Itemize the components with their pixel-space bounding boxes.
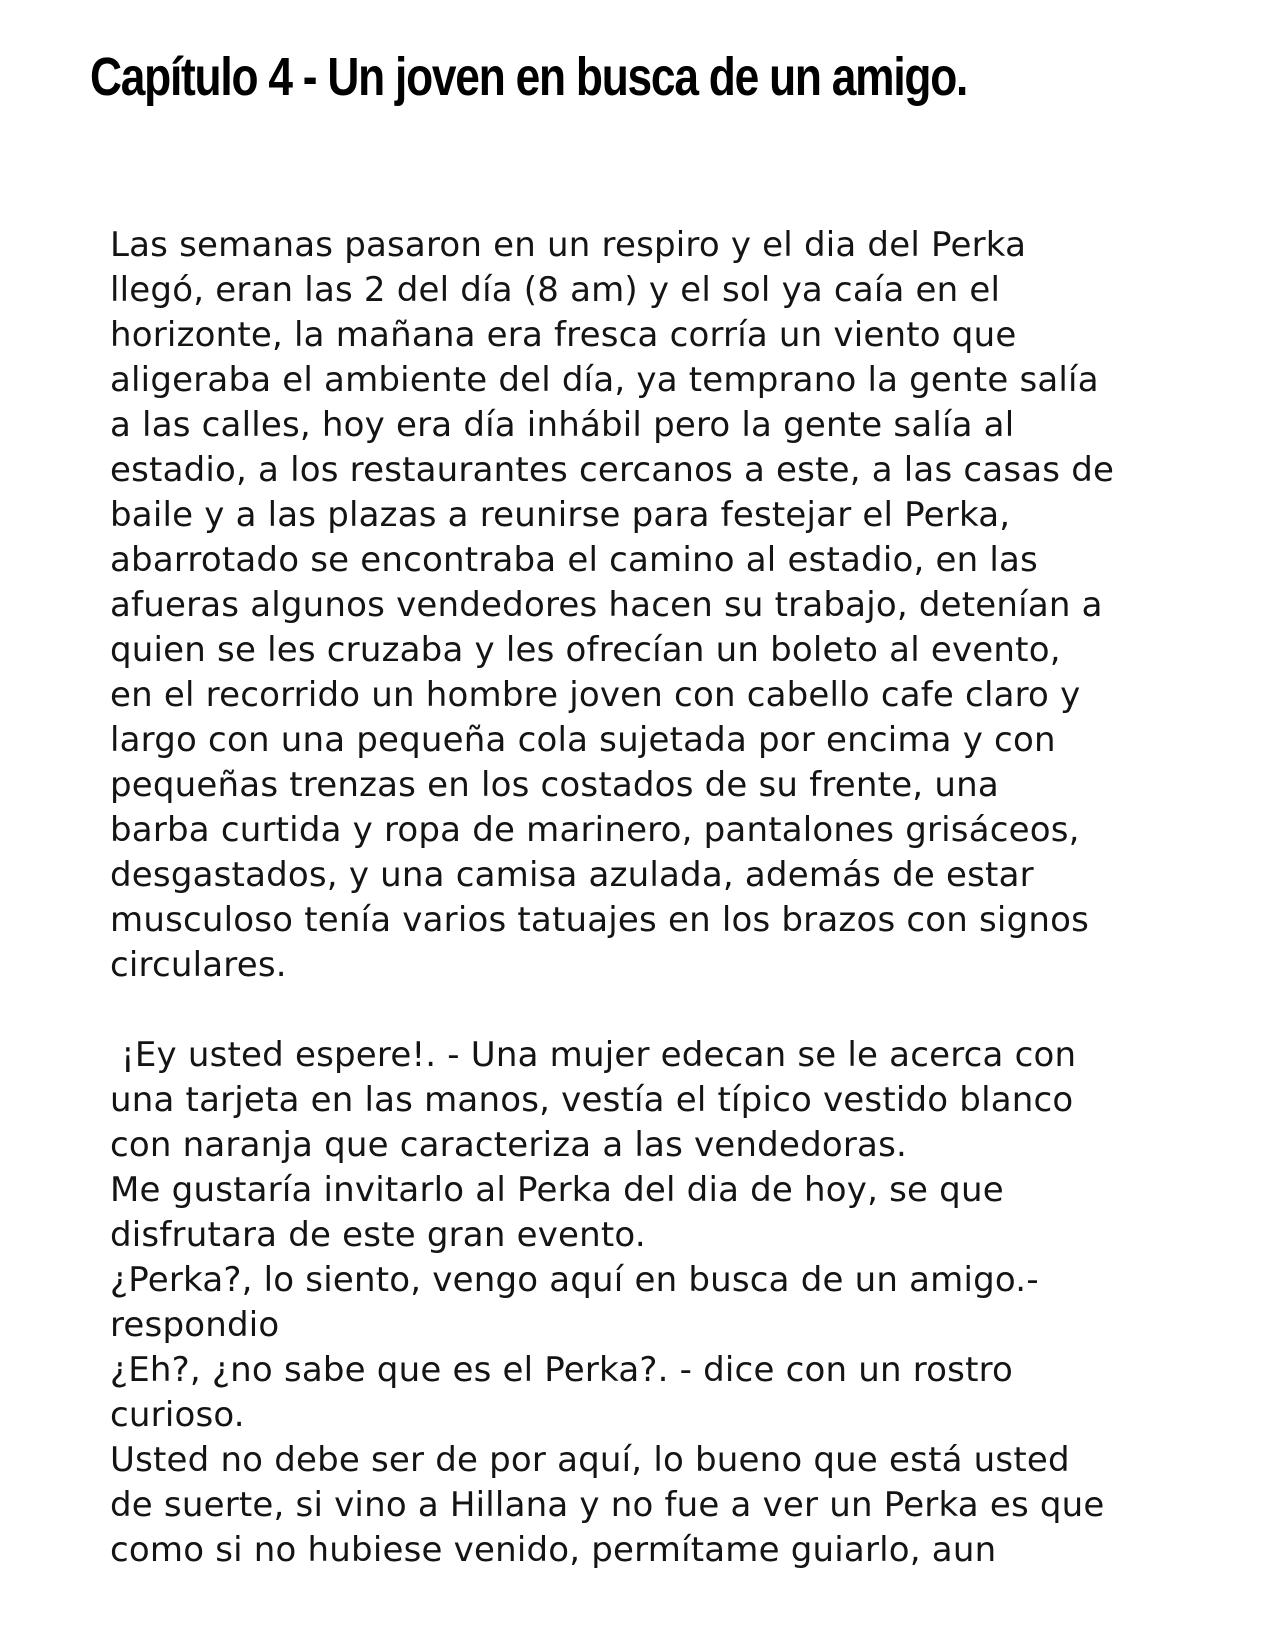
chapter-title: Capítulo 4 - Un joven en busca de un amigo. — [90, 47, 968, 107]
dialogue-paragraph: ¿Perka?, lo siento, vengo aquí en busca de un amigo.- respondio — [110, 1260, 1039, 1345]
dialogue-paragraph: ¿Eh?, ¿no sabe que es el Perka?. - dice con un rostro curioso. — [110, 1350, 1014, 1435]
narrative-paragraph: Las semanas pasaron en un respiro y el dia del Perka llegó, eran las 2 del día (8 am) y el sol ya caía en el horizonte, la mañana era fresca corría un viento que aligeraba el ambiente del día, ya temprano la gente salía a las calles, hoy era día inhábil pero la gente salía al estadio, a los restaurantes cercanos a este, a las casas de baile y a las plazas a reunirse para festejar el Perka, abarrotado se encontraba el camino al estadio, en las afueras algunos vendedores hacen su trabajo, detenían a quien se les cruzaba y les ofrecían un boleto al evento, en el recorrido un hombre joven con cabello cafe claro y largo con una pequeña cola sujetada por encima y con pequeñas trenzas en los costados de su frente, una barba curtida y ropa de marinero, pantalones grisáceos, desgastados, y una camisa azulada, además de estar musculoso tenía varios tatuajes en los brazos con signos circulares. — [110, 225, 1115, 985]
paragraph-spacer — [110, 988, 1190, 1033]
dialogue-paragraph: Usted no debe ser de por aquí, lo bueno que está usted de suerte, si vino a Hillana y no fue a ver un Perka es que como si no hubiese venido, permítame guiarlo, aun — [110, 1440, 1105, 1570]
chapter-body — [110, 223, 1190, 1573]
dialogue-paragraph: ¡Ey usted espere!. - Una mujer edecan se le acerca con una tarjeta en las manos, vestía el típico vestido blanco con naranja que caracteriza a las vendedoras. — [110, 1035, 1077, 1165]
dialogue-paragraph: Me gustaría invitarlo al Perka del dia de hoy, se que disfrutara de este gran evento. — [110, 1170, 1004, 1255]
